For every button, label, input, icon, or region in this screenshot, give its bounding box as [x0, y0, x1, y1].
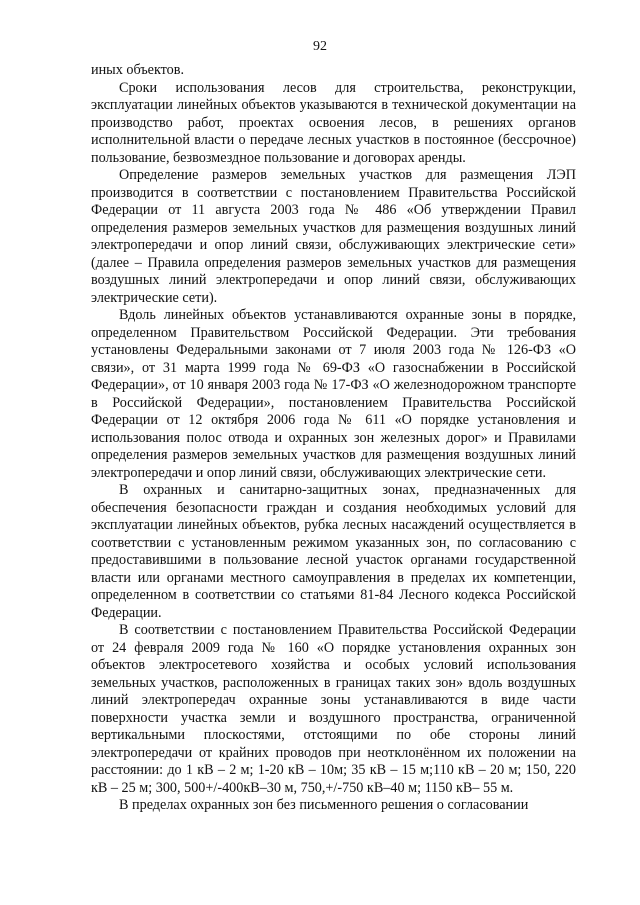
paragraph-sanitary-zones: В охранных и санитарно-защитных зонах, предназначенных для обеспечения безопасности граждан и создания необходимых условий для эксплуатации линейных объектов, рубка лесных насаждений осуществляется в соответствии с установленным режимом указанных зон, по согласованию с предоставившими в пользование лесной участок органами государственной власти или органами местного самоуправления в пределах их компетенции, определенном в соответствии со статьями 81-84 Лесного кодекса Российской Федерации.: [91, 482, 576, 621]
paragraph-protection-zones: Вдоль линейных объектов устанавливаются охранные зоны в порядке, определенном Правительством Российской Федерации. Эти требования установлены Федеральными законами от 7 июля 2003 года № 126-ФЗ «О связи», от 31 марта 1999 года № 69-ФЗ «О газоснабжении в Российской Федерации», от 10 января 2003 года № 17-ФЗ «О железнодорожном транспорте в Российской Федерации», постановлением Правительства Российской Федерации от 12 октября 2006 года № 611 «О порядке установления и использования полос отвода и охранных зон железных дорог» и Правилами определения размеров земельных участков для размещения воздушных линий электропередачи и опор линий связи, обслуживающих электрические сети.: [91, 307, 576, 481]
paragraph-power-line-land-size: Определение размеров земельных участков для размещения ЛЭП производится в соответствии с постановлением Правительства Российской Федерации от 11 августа 2003 года № 486 «Об утверждении Правил определения размеров земельных участков для размещения воздушных линий электропередачи и опор линий связи, обслуживающих электрические сети» (далее – Правила определения размеров земельных участков для размещения воздушных линий электропередачи и опор линий связи, обслуживающих электрические сети).: [91, 167, 576, 306]
paragraph-zone-restrictions: В пределах охранных зон без письменного решения о согласовании: [119, 797, 529, 813]
paragraph-forest-use-terms: Сроки использования лесов для строительства, реконструкции, эксплуатации линейных объектов указываются в технической документации на производство работ, проектах освоения лесов, в решениях органов исполнительной власти о передаче лесных участков в постоянное (бессрочное) пользование, безвозмездное пользование и договорах аренды.: [91, 79, 576, 166]
paragraph-continuation: иных объектов.: [91, 62, 185, 78]
document-body: [91, 62, 576, 815]
paragraph-power-grid-zones: В соответствии с постановлением Правительства Российской Федерации от 24 февраля 2009 года № 160 «О порядке установления охранных зон объектов электросетевого хозяйства и особых условий использования земельных участков, расположенных в границах таких зон» вдоль воздушных линий электропередач охранные зоны устанавливаются в виде части поверхности участка земли и воздушного пространства, ограниченной вертикальными плоскостями, отстоящими по обе стороны линий электропередачи от крайних проводов при неотклонённом их положении на расстоянии: до 1 кВ – 2 м; 1-20 кВ – 10м; 35 кВ – 15 м;110 кВ – 20 м; 150, 220 кВ – 25 м; 300, 500+/-400кВ–30 м, 750,+/-750 кВ–40 м; 1150 кВ– 55 м.: [91, 622, 576, 796]
page-number: 92: [313, 39, 327, 54]
